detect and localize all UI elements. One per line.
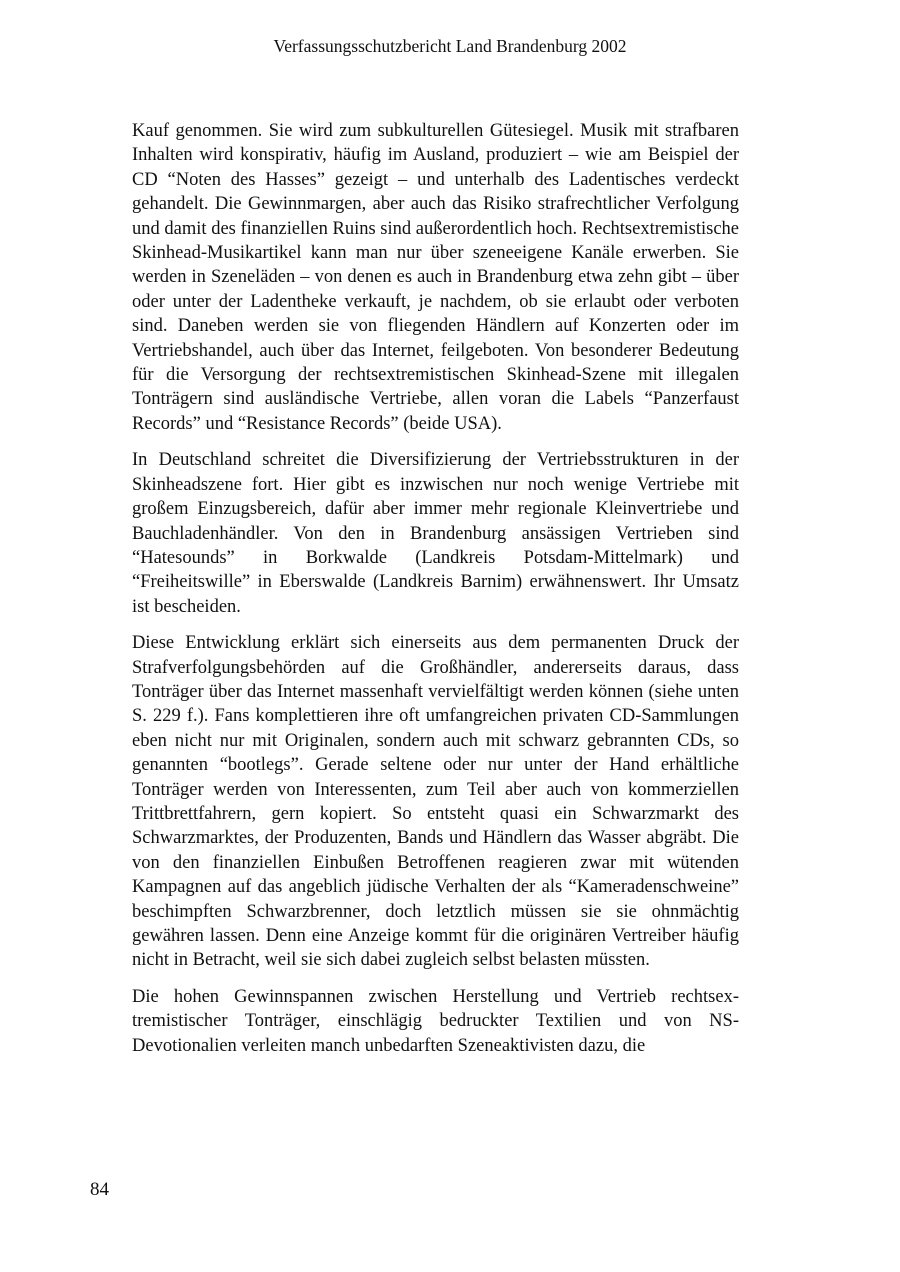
paragraph: In Deutschland schreitet die Diversifizierung der Vertriebsstrukturen in der Skinheadszene fort. Hier gibt es inzwischen nur noch wenige Vertriebe mit großem Einzugsbereich, dafür aber immer mehr regionale Kleinvertriebe und Bauchladenhändler. Von den in Brandenburg ansässigen Vertrieben sind “Hatesounds” in Borkwalde (Landkreis Potsdam-Mittelmark) und “Freiheitswille” in Eberswalde (Landkreis Barnim) erwähnenswert. Ihr Umsatz ist bescheiden. [132,450,739,617]
paragraph: Diese Entwicklung erklärt sich einerseits aus dem permanenten Druck der Strafverfolgungsbehörden auf die Großhändler, andererseits daraus, dass Tonträger über das Internet massenhaft vervielfältigt werden können (siehe unten S. 229 f.). Fans komplettieren ihre oft umfangreichen privaten CD-Sammlungen eben nicht nur mit Originalen, sondern auch mit schwarz gebrannten CDs, so genannten “bootlegs”. Gerade seltene oder nur unter der Hand erhältliche Tonträger werden von Interessenten, zum Teil aber auch von kommerziellen Trittbrettfahrern, gern kopiert. So entsteht quasi ein Schwarzmarkt des Schwarzmarktes, der Produzenten, Bands und Händlern das Wasser abgräbt. Die von den finanziellen Einbußen Betroffenen reagieren zwar mit wütenden Kampagnen auf das angeblich jüdische Verhalten der als “Kameradenschweine” beschimpften Schwarzbrenner, doch letztlich müssen sie sie ohnmächtig gewähren lassen. Denn eine Anzeige kommt für die originären Vertreiber häufig nicht in Betracht, weil sie sich dabei zugleich selbst belasten müssten. [132,633,739,971]
page-number: 84 [90,1179,109,1200]
paragraph: Kauf genommen. Sie wird zum subkulturellen Gütesiegel. Musik mit strafbaren Inhalten wird konspirativ, häufig im Ausland, produziert – wie am Beispiel der CD “Noten des Hasses” gezeigt – und unterhalb des Ladentisches verdeckt gehandelt. Die Gewinnmargen, aber auch das Risiko strafrechtlicher Verfolgung und damit des finanziellen Ruins sind außerordentlich hoch. Rechtsextremistische Skinhead-Musikartikel kann man nur über szeneeigene Kanäle erwerben. Sie werden in Szeneläden – von denen es auch in Brandenburg etwa zehn gibt – über oder unter der Ladentheke verkauft, je nachdem, ob sie erlaubt oder verboten sind. Daneben werden sie von fliegenden Händlern auf Konzerten oder im Vertriebshandel, auch über das Internet, feilgeboten. Von besonderer Bedeutung für die Versorgung der rechtsextremistischen Skinhead-Szene mit illegalen Tonträgern sind ausländische Vertriebe, allen voran die Labels “Panzerfaust Records” und “Resistance Records” (beide USA). [132,121,739,434]
paragraph: Die hohen Gewinnspannen zwischen Herstellung und Vertrieb rechtsextremistischer Tonträger, einschlägig bedruckter Textilien und von NS-Devotionalien verleiten manch unbedarften Szeneaktivisten dazu, die [132,986,739,1056]
body-text [132,119,739,1070]
running-header: Verfassungsschutzbericht Land Brandenburg 2002 [273,36,627,56]
